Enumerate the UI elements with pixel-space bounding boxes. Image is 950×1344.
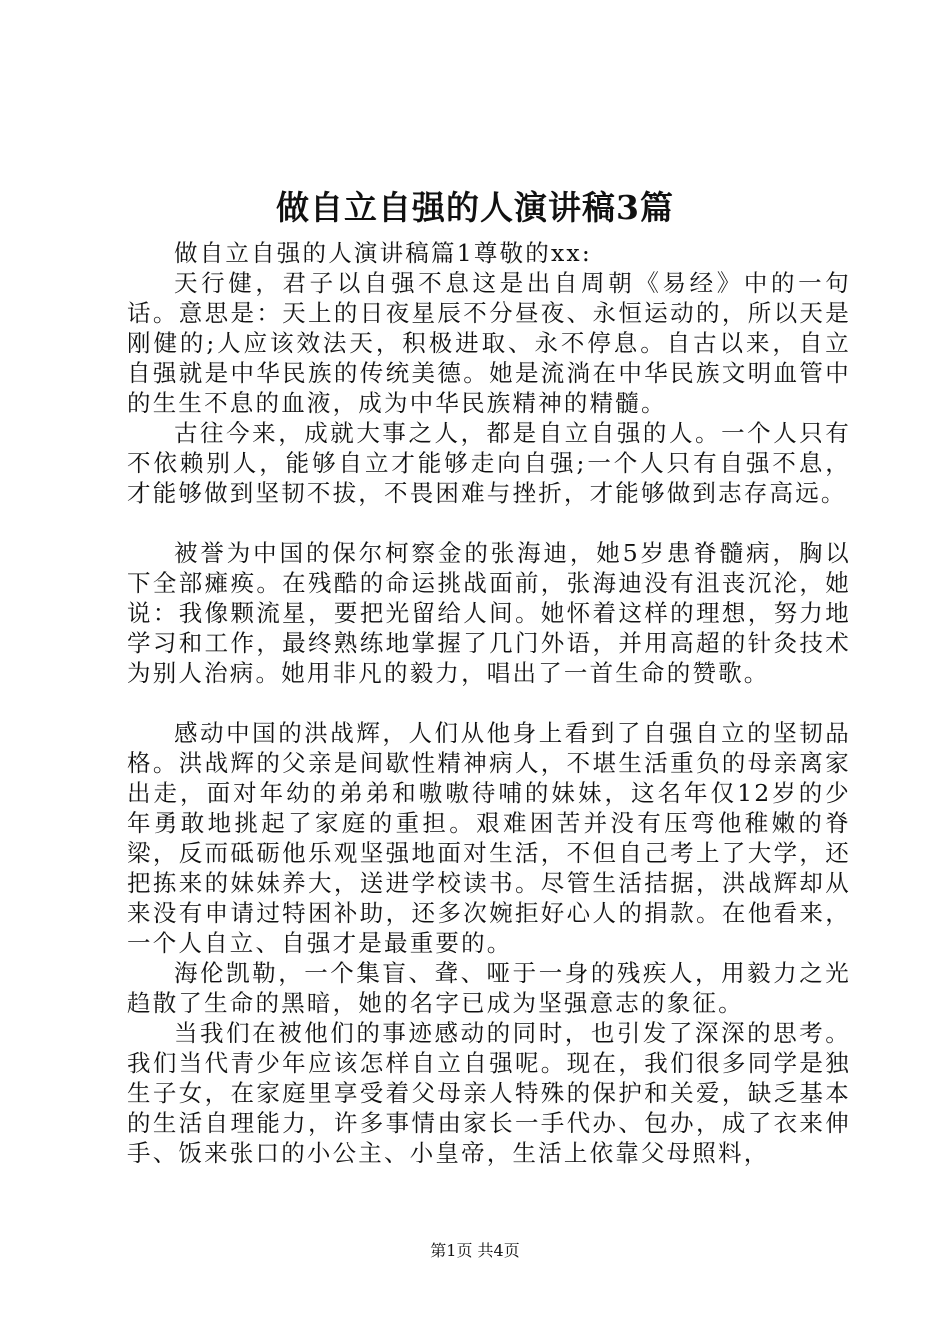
paragraph-guwangjinlai: 古往今来，成就大事之人，都是自立自强的人。一个人只有不依赖别人，能够自立才能够走向自强;一个人只有自强不息，才能够做到坚韧不拔，不畏困难与挫折，才能够做到志存高远。 — [127, 419, 851, 507]
paragraph-reflection: 当我们在被他们的事迹感动的同时，也引发了深深的思考。我们当代青少年应该怎样自立自强呢。现在，我们很多同学是独生子女，在家庭里享受着父母亲人特殊的保护和关爱，缺乏基本的生活自理能力，许多事情由家长一手代办、包办，成了衣来伸手、饭来张口的小公主、小皇帝，生活上依靠父母照料， — [127, 1019, 851, 1167]
paragraph-hong-zhanhui: 感动中国的洪战辉，人们从他身上看到了自强自立的坚韧品格。洪战辉的父亲是间歇性精神病人，不堪生活重负的母亲离家出走，面对年幼的弟弟和嗷嗷待哺的妹妹，这名年仅12岁的少年勇敢地挑起了家庭的重担。艰难困苦并没有压弯他稚嫩的脊梁，反而砥砺他乐观坚强地面对生活，不但自己考上了大学，还把拣来的妹妹养大，送进学校读书。尽管生活拮据，洪战辉却从来没有申请过特困补助，还多次婉拒好心人的捐款。在他看来，一个人自立、自强才是最重要的。 — [127, 719, 851, 957]
paragraph-helen-keller: 海伦凯勒，一个集盲、聋、哑于一身的残疾人，用毅力之光趋散了生命的黑暗，她的名字已成为坚强意志的象征。 — [127, 959, 851, 1017]
page-number-footer: 第1页 共4页 — [430, 1241, 520, 1260]
paragraph-tianxingjian: 天行健，君子以自强不息这是出自周朝《易经》中的一句话。意思是：天上的日夜星辰不分昼夜、永恒运动的，所以天是刚健的;人应该效法天，积极进取、永不停息。自古以来，自立自强就是中华民族的传统美德。她是流淌在中华民族文明血管中的生生不息的血液，成为中华民族精神的精髓。 — [127, 269, 851, 417]
paragraph-zhang-haidi: 被誉为中国的保尔柯察金的张海迪，她5岁患脊髓病，胸以下全部瘫痪。在残酷的命运挑战面前，张海迪没有沮丧沉沦，她说：我像颗流星，要把光留给人间。她怀着这样的理想，努力地学习和工作，最终熟练地掌握了几门外语，并用高超的针灸技术为别人治病。她用非凡的毅力，唱出了一首生命的赞歌。 — [127, 539, 851, 687]
paragraph-salutation: 做自立自强的人演讲稿篇1尊敬的xx: — [174, 239, 592, 267]
document-body — [127, 238, 851, 1168]
document-title: 做自立自强的人演讲稿3篇 — [276, 188, 674, 227]
